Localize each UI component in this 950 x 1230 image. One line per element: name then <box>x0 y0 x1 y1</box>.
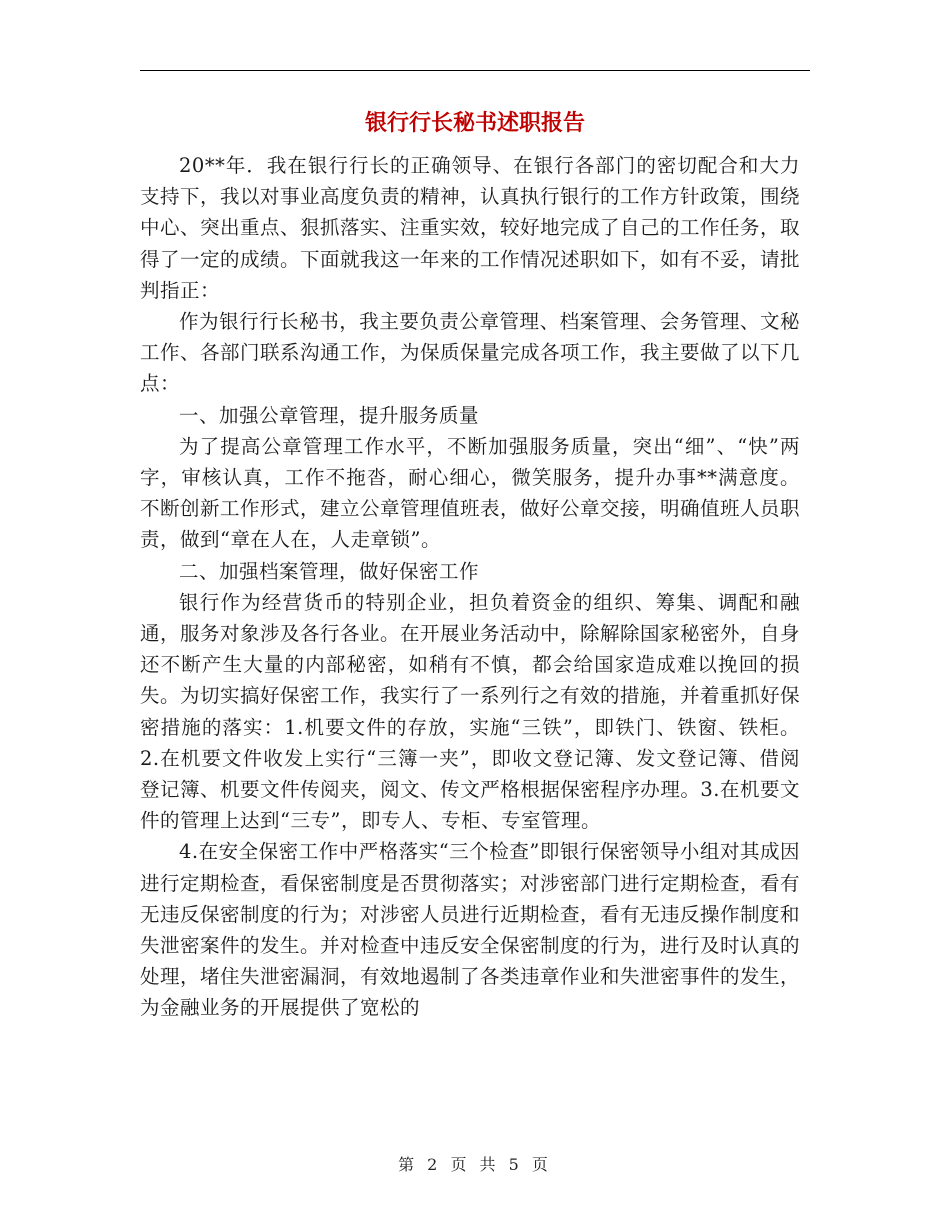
document-title: 银行行长秘书述职报告 <box>364 111 585 136</box>
page-number-footer: 第 2 页 共 5 页 <box>398 1155 552 1174</box>
paragraph-duties: 作为银行行长秘书，我主要负责公章管理、档案管理、会务管理、文秘工作、各部门联系沟通工作，为保质保量完成各项工作，我主要做了以下几点： <box>140 310 801 396</box>
document-body <box>140 150 800 1024</box>
paragraph-intro: 20**年．我在银行行长的正确领导、在银行各部门的密切配合和大力支持下，我以对事业高度负责的精神，认真执行银行的工作方针政策，围绕中心、突出重点、狠抓落实、注重实效，较好地完成了自己的工作任务，取得了一定的成绩。下面就我这一年来的工作情况述职如下，如有不妥，请批判指正： <box>140 154 801 302</box>
paragraph-confidentiality: 银行作为经营货币的特别企业，担负着资金的组织、筹集、调配和融通，服务对象涉及各行各业。在开展业务活动中，除解除国家秘密外，自身还不断产生大量的内部秘密，如稍有不慎，都会给国家造成难以挽回的损失。为切实搞好保密工作，我实行了一系列行之有效的措施，并着重抓好保密措施的落实：1.机要文件的存放，实施“三铁”，即铁门、铁窗、铁柜。2.在机要文件收发上实行“三簿一夹”，即收文登记簿、发文登记簿、借阅登记簿、机要文件传阅夹，阅文、传文严格根据保密程序办理。3.在机要文件的管理上达到“三专”，即专人、专柜、专室管理。 <box>140 590 801 833</box>
paragraph-seal-management: 为了提高公章管理工作水平，不断加强服务质量，突出“细”、“快”两字，审核认真，工作不拖沓，耐心细心，微笑服务，提升办事**满意度。不断创新工作形式，建立公章管理值班表，做好公章交接，明确值班人员职责，做到“章在人在，人走章锁”。 <box>140 434 801 552</box>
header-rule <box>140 70 810 71</box>
section-heading-archive-management: 二、加强档案管理，做好保密工作 <box>179 559 480 583</box>
section-heading-seal-management: 一、加强公章管理，提升服务质量 <box>179 403 480 427</box>
paragraph-security-checks: 4.在安全保密工作中严格落实“三个检查”即银行保密领导小组对其成因进行定期检查，看保密制度是否贯彻落实；对涉密部门进行定期检查，看有无违反保密制度的行为；对涉密人员进行近期检查，看有无违反操作制度和失泄密案件的发生。并对检查中违反安全保密制度的行为，进行及时认真的处理，堵住失泄密漏洞，有效地遏制了各类违章作业和失泄密事件的发生，为金融业务的开展提供了宽松的 <box>140 840 801 1020</box>
